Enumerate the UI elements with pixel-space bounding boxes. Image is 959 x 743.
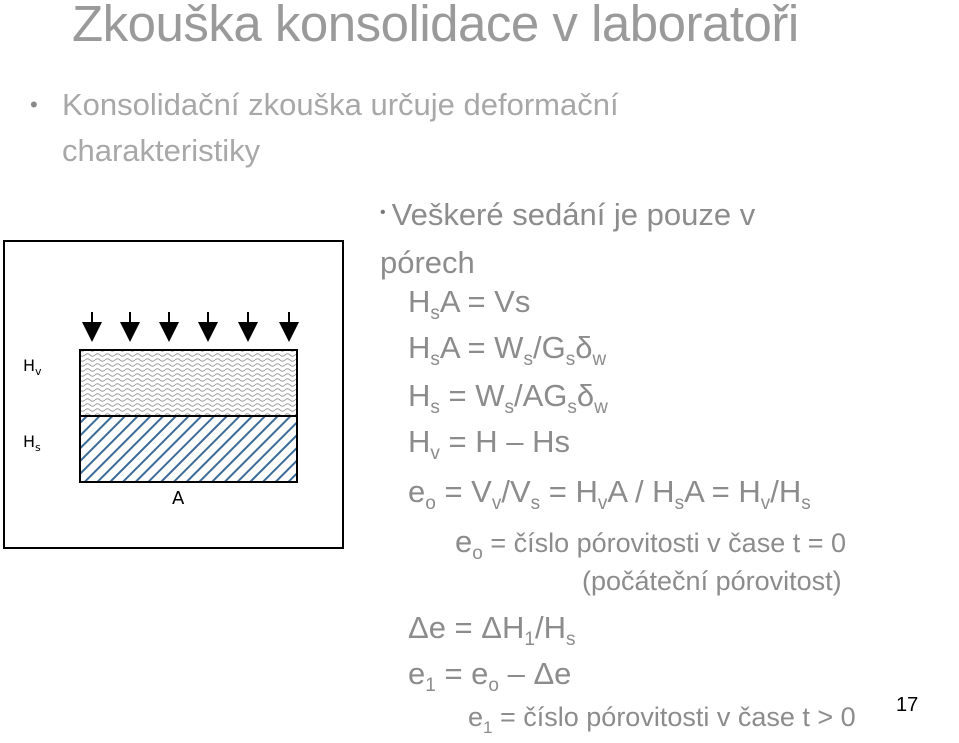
equation-part: w (592, 349, 607, 370)
equation-5 (408, 474, 811, 514)
voids-layer (80, 350, 297, 416)
label-hs (23, 432, 41, 454)
equation-part: A = Vs (439, 284, 531, 319)
load-arrow-3 (159, 312, 179, 342)
equation-part: 1 (425, 675, 436, 696)
equation-8 (408, 610, 576, 650)
load-arrow-2 (120, 312, 140, 342)
consolidation-diagram (3, 240, 344, 549)
equation-1 (408, 284, 531, 324)
equation-part: H (408, 424, 431, 459)
equation-part: s (504, 397, 514, 418)
equation-part: v (760, 493, 771, 514)
equation-4 (408, 424, 570, 464)
load-arrow-4 (198, 312, 218, 342)
equation-part: δ (576, 378, 595, 413)
equation-part: o (488, 675, 499, 696)
sub-bullet-dot: • (380, 203, 386, 221)
equation-part: s (565, 629, 576, 650)
page-number: 17 (896, 694, 919, 716)
equation-part: e (408, 656, 426, 691)
equation-part: A = W (439, 330, 524, 365)
equation-part: s (567, 397, 577, 418)
load-arrows (82, 312, 299, 342)
equation-part: s (674, 493, 685, 514)
equation-7 (582, 566, 842, 597)
equation-6 (455, 524, 846, 564)
equation-part: /G (532, 330, 566, 365)
equation-part: w (594, 397, 608, 418)
equation-part: s (565, 349, 576, 370)
equation-part: Δe = ΔH (408, 610, 525, 645)
equation-part: 1 (524, 629, 535, 650)
equation-part: v (430, 443, 440, 464)
equation-part: 1 (483, 718, 493, 737)
equation-part: H (408, 378, 431, 413)
equation-part: = H (540, 474, 598, 509)
equation-part: s (35, 441, 41, 454)
equation-part: s (523, 349, 533, 370)
slide-title: Zkouška konsolidace v laboratoři (72, 0, 799, 52)
equation-part: s (801, 493, 811, 514)
equation-part: H (408, 330, 431, 365)
equation-9 (408, 656, 572, 696)
label-hv (23, 356, 42, 378)
equation-part: = číslo pórovitosti v čase t = 0 (482, 528, 846, 558)
main-bullet-line2: charakteristiky (62, 133, 261, 168)
equation-part: v (35, 365, 42, 378)
equation-10 (468, 702, 856, 737)
equation-part: e (408, 474, 426, 509)
equation-part: H (408, 284, 431, 319)
equation-part: v (597, 493, 608, 514)
bullet-dot: • (30, 92, 38, 117)
equation-part: s (430, 303, 440, 324)
label-area: A (172, 488, 185, 509)
equation-part: /V (501, 474, 531, 509)
solids-layer (80, 416, 297, 482)
equation-part: – Δe (498, 656, 572, 691)
equation-part: = W (439, 378, 505, 413)
main-bullet-line1: Konsolidační zkouška určuje deformační (62, 87, 619, 122)
equation-part: (počáteční pórovitost) (582, 566, 842, 596)
equation-part: /AG (513, 378, 568, 413)
equation-part: v (491, 493, 502, 514)
equation-part: s (430, 397, 440, 418)
load-arrow-6 (279, 312, 299, 342)
equation-part: A = H (684, 474, 761, 509)
equation-part: = V (435, 474, 492, 509)
sub-bullet-text1: Veškeré sedání je pouze v (391, 197, 756, 232)
equation-part: H (23, 432, 36, 451)
main-bullet-text (62, 82, 619, 174)
equation-2 (408, 330, 607, 370)
equation-part: δ (575, 330, 593, 365)
sub-bullet (380, 192, 755, 286)
load-arrow-1 (82, 312, 102, 342)
equation-part: s (530, 493, 541, 514)
equation-part: = e (435, 656, 489, 691)
load-arrow-5 (238, 312, 258, 342)
equation-part: = číslo pórovitosti v čase t > 0 (492, 702, 856, 732)
equation-part: s (430, 349, 440, 370)
equation-part: e (455, 524, 473, 559)
equation-part: /H (770, 474, 802, 509)
equation-part: A / H (607, 474, 675, 509)
sub-bullet-line1 (380, 192, 755, 240)
sub-bullet-line2: pórech (380, 244, 475, 280)
equation-part: /H (534, 610, 566, 645)
main-bullet (30, 82, 790, 174)
equation-part: = H – Hs (439, 424, 570, 459)
equation-part: H (23, 356, 36, 375)
equation-part: o (425, 493, 436, 514)
equation-3 (408, 378, 608, 418)
equation-part: o (472, 543, 483, 564)
equation-part: e (468, 702, 484, 732)
